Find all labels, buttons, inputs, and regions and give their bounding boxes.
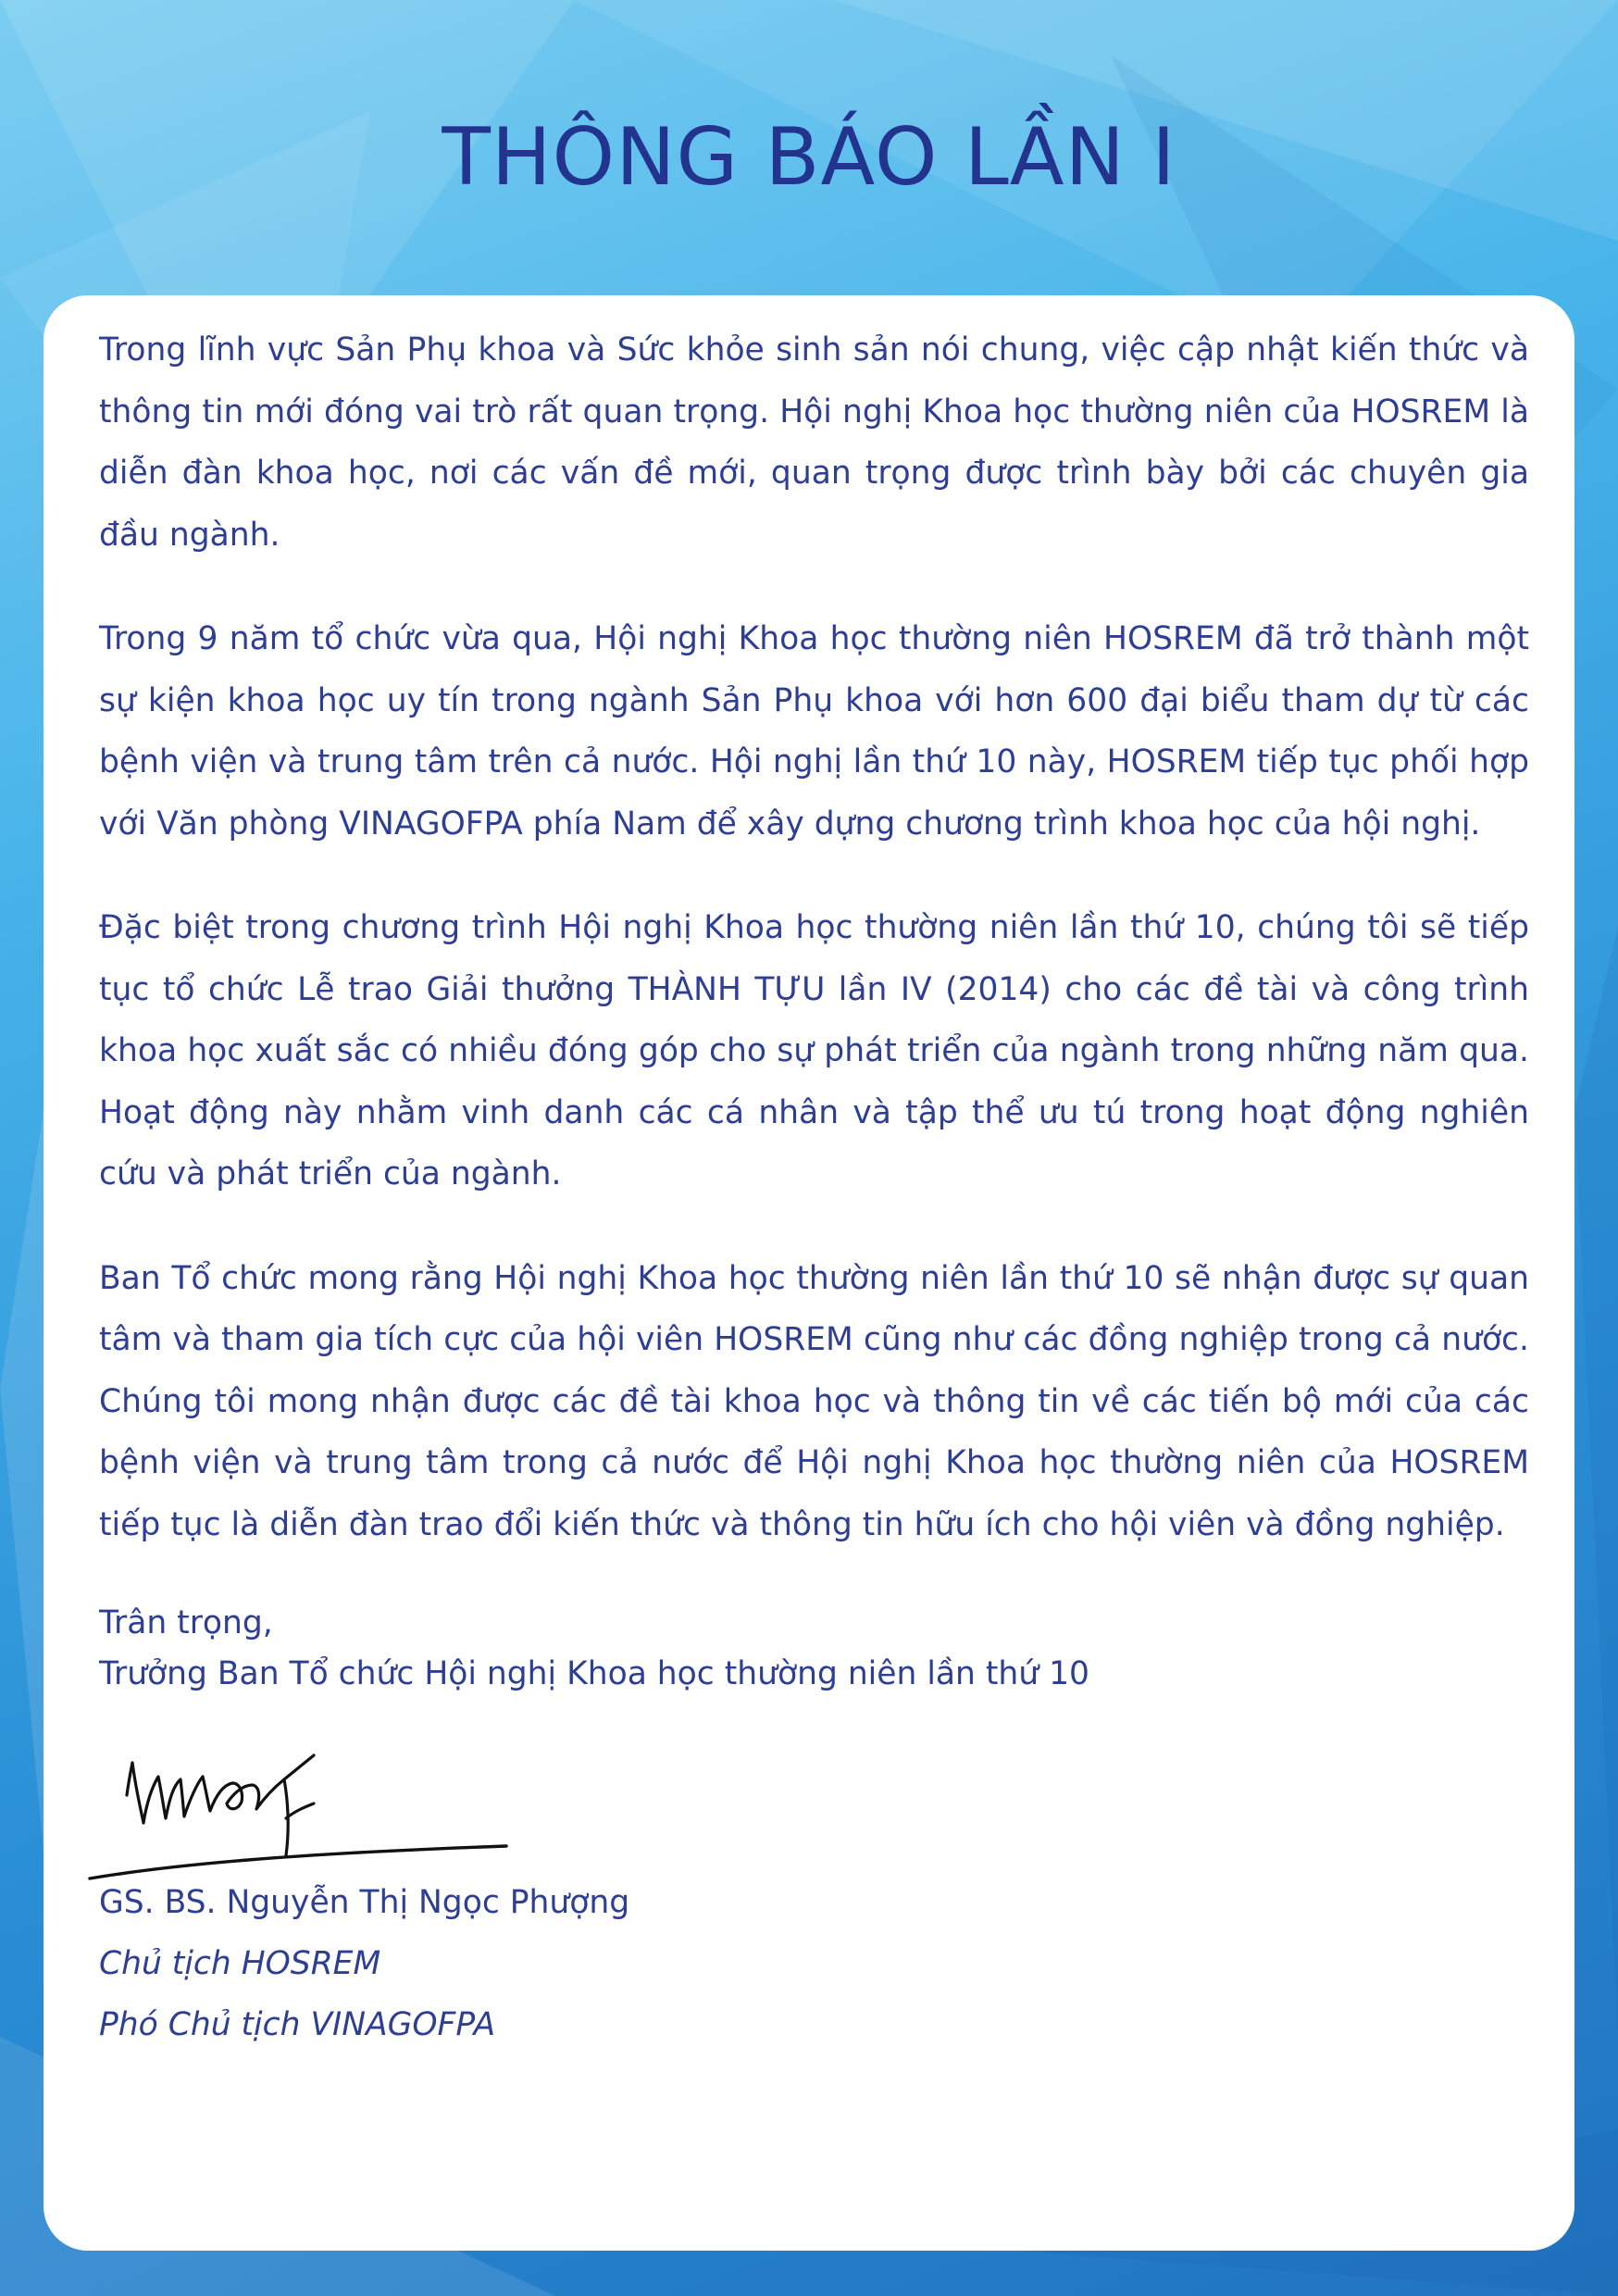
signer-title-2: Phó Chủ tịch VINAGOFPA: [99, 2006, 496, 2043]
paragraph-3: Đặc biệt trong chương trình Hội nghị Khoa học thường niên lần thứ 10, chúng tôi sẽ tiếp tục tổ chức Lễ trao Giải thưởng THÀNH TỰU lần IV (2014) cho các đề tài và công trình khoa học xuất sắc có nhiều đóng góp cho sự phát triển của ngành trong những năm qua. Hoạt động này nhằm vinh danh các cá nhân và tập thể ưu tú trong hoạt động nghiên cứu và phát triển của ngành.: [99, 909, 1529, 1192]
paragraph-1: Trong lĩnh vực Sản Phụ khoa và Sức khỏe sinh sản nói chung, việc cập nhật kiến thức và thông tin mới đóng vai trò rất quan trọng. Hội nghị Khoa học thường niên của HOSREM là diễn đàn khoa học, nơi các vấn đề mới, quan trọng được trình bày bởi các chuyên gia đầu ngành.: [99, 331, 1529, 554]
paragraph-4: Ban Tổ chức mong rằng Hội nghị Khoa học thường niên lần thứ 10 sẽ nhận được sự quan tâm và tham gia tích cực của hội viên HOSREM cũng như các đồng nghiệp trong cả nước. Chúng tôi mong nhận được các đề tài khoa học và thông tin về các tiến bộ mới của các bệnh viện và trung tâm trong cả nước để Hội nghị Khoa học thường niên của HOSREM tiếp tục là diễn đàn trao đổi kiến thức và thông tin hữu ích cho hội viên và đồng nghiệp.: [99, 1259, 1529, 1543]
content-panel: [44, 295, 1574, 2251]
closing-role: Trưởng Ban Tổ chức Hội nghị Khoa học thường niên lần thứ 10: [99, 1655, 1090, 1692]
closing-greeting: Trân trọng,: [99, 1604, 273, 1641]
signer-title-1: Chủ tịch HOSREM: [99, 1945, 381, 1982]
letter-body: [99, 319, 1529, 1700]
page-title: THÔNG BÁO LẦN I: [442, 111, 1176, 204]
signer-block: [99, 1872, 629, 2055]
handwritten-signature: [62, 1707, 543, 1892]
paragraph-2: Trong 9 năm tổ chức vừa qua, Hội nghị Khoa học thường niên HOSREM đã trở thành một sự kiện khoa học uy tín trong ngành Sản Phụ khoa với hơn 600 đại biểu tham dự từ các bệnh viện và trung tâm trên cả nước. Hội nghị lần thứ 10 này, HOSREM tiếp tục phối hợp với Văn phòng VINAGOFPA phía Nam để xây dựng chương trình khoa học của hội nghị.: [99, 620, 1529, 842]
signer-name: GS. BS. Nguyễn Thị Ngọc Phượng: [99, 1884, 630, 1921]
